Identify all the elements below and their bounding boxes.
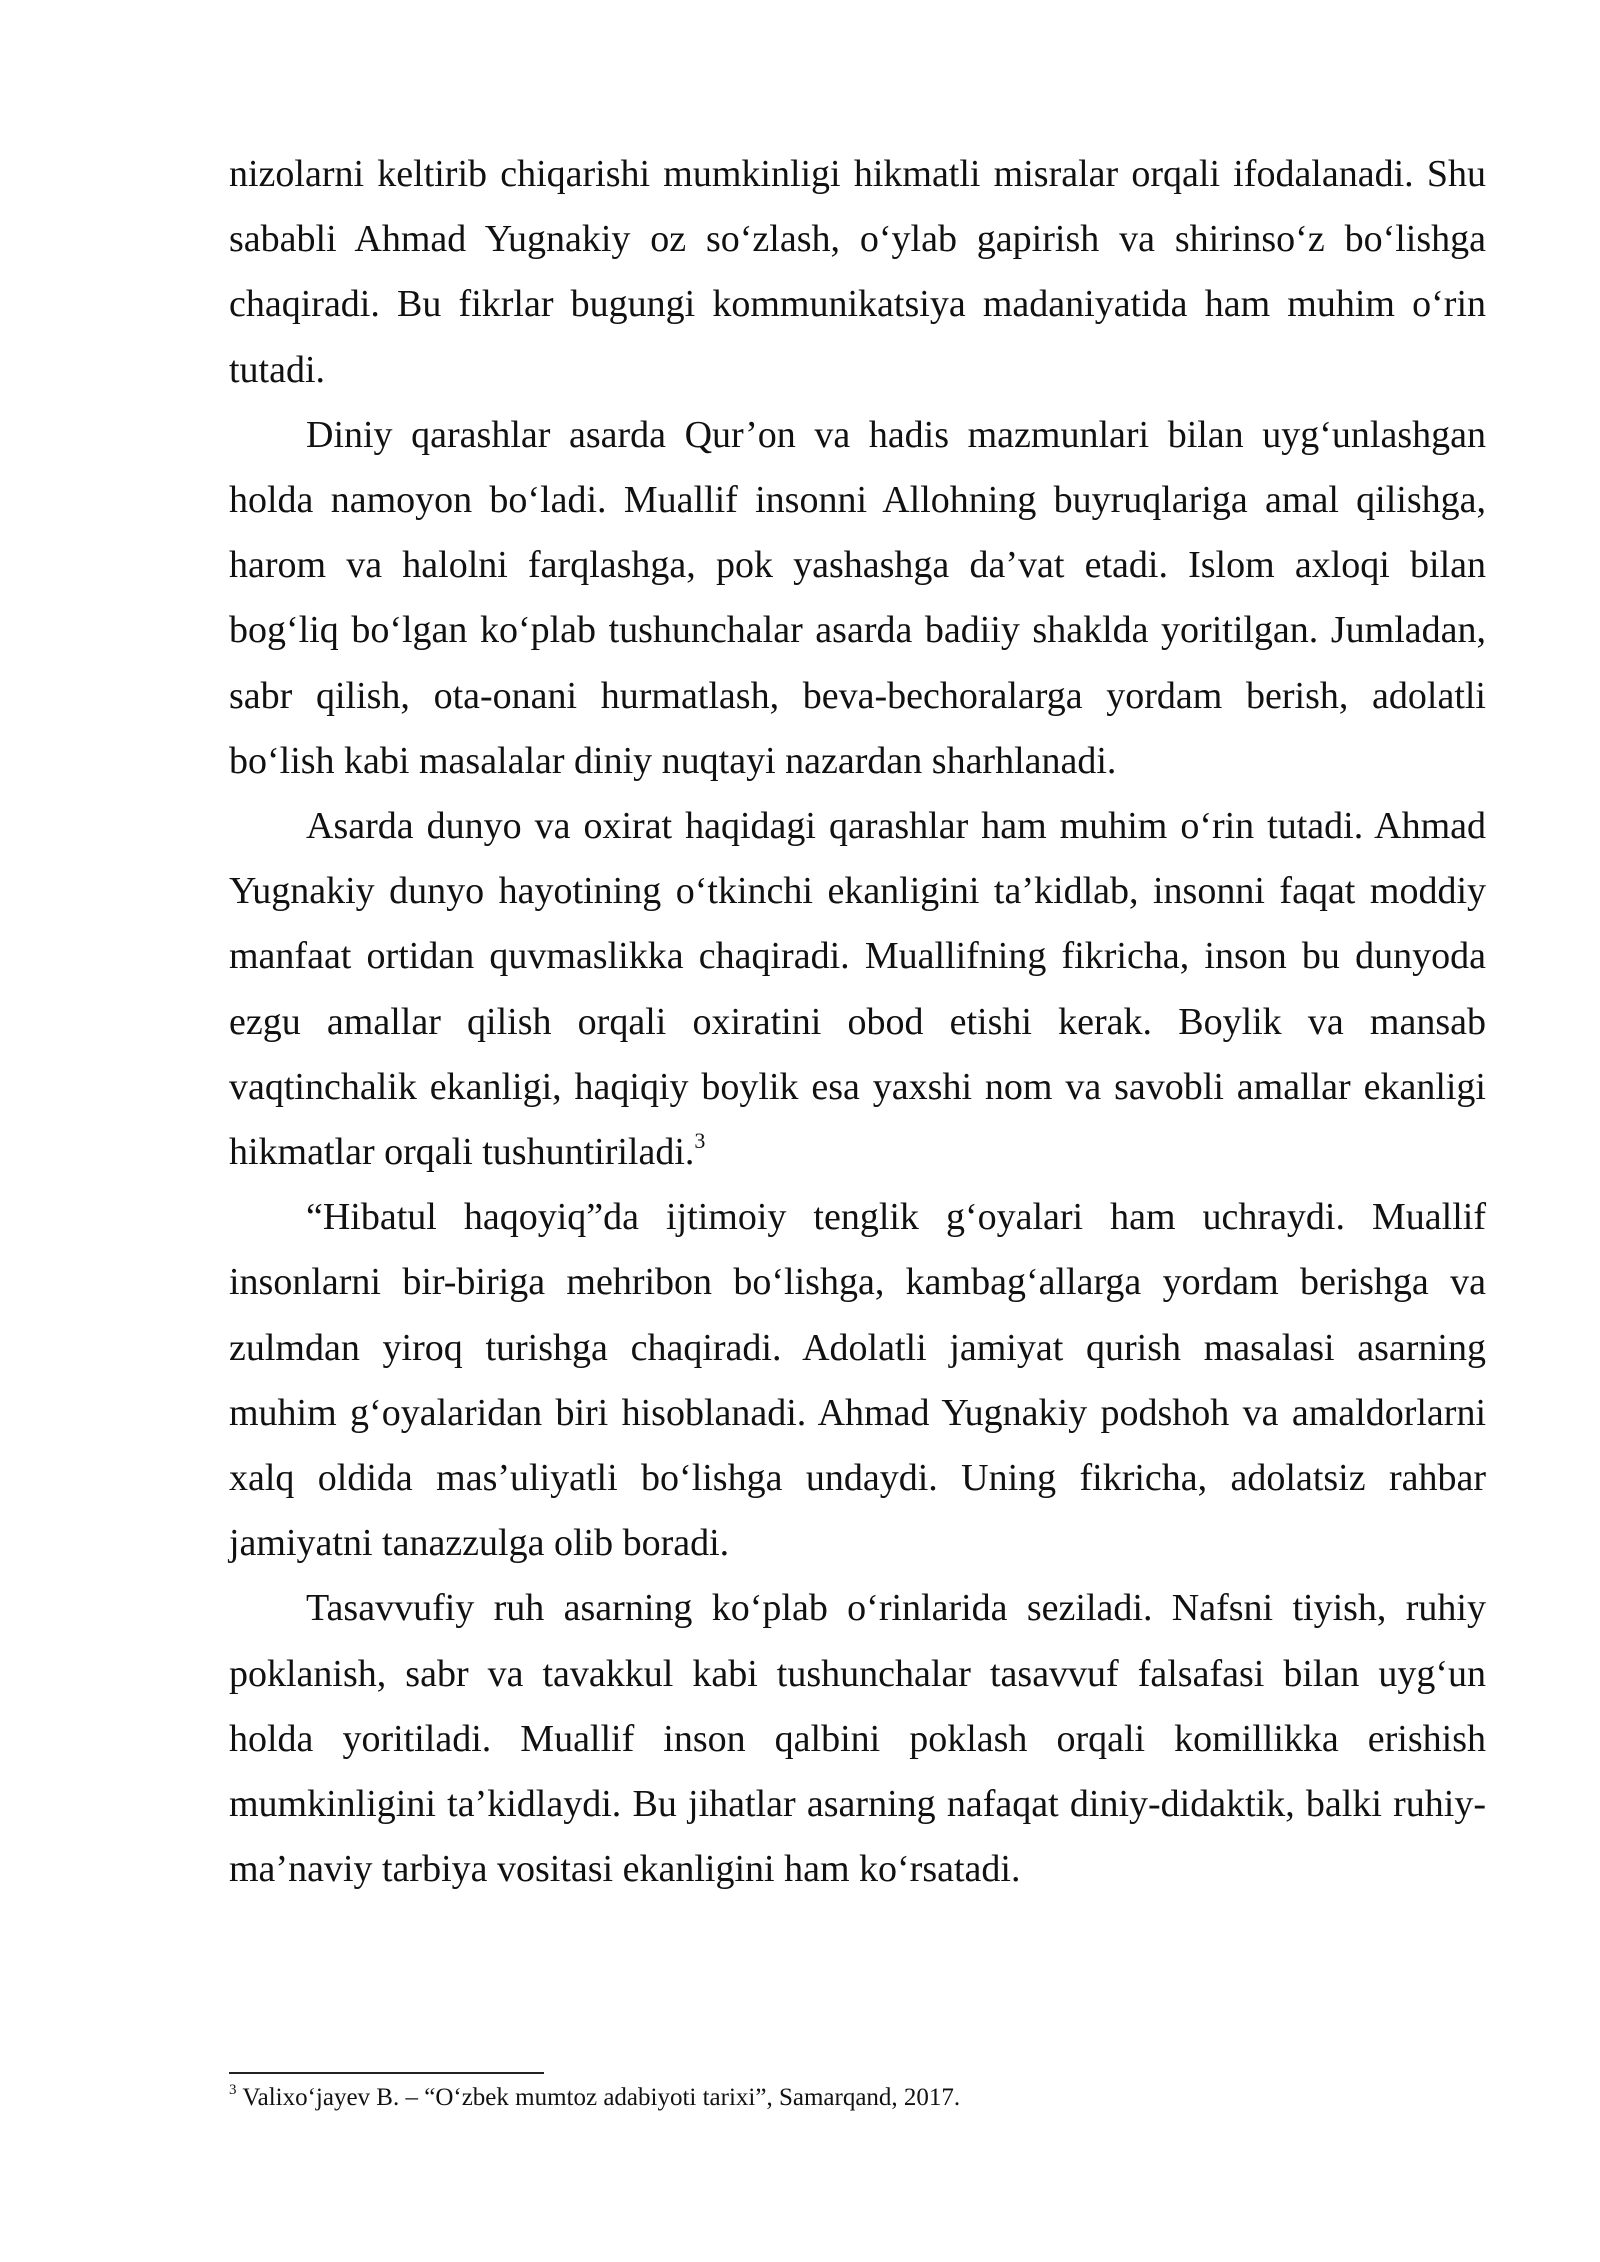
footnote-reference[interactable]: 3: [694, 1128, 706, 1154]
footnote-number: 3: [229, 2082, 237, 2098]
paragraph-4: “Hibatul haqoyiq”da ijtimoiy tenglik g‘oyalari ham uchraydi. Muallif insonlarni bir-biriga mehribon bo‘lishga, kambag‘allarga yordam berishga va zulmdan yiroq turishga chaqiradi. Adolatli jamiyat qurish masalasi asarning muhim g‘oyalaridan biri hisoblanadi. Ahmad Yugnakiy podshoh va amaldorlarni xalq oldida mas’uliyatli bo‘lishga undaydi. Uning fikricha, adolatsiz rahbar jamiyatni tanazzulga olib boradi.: [229, 1196, 1486, 1565]
paragraph-3: [229, 794, 1486, 1185]
paragraph-5: Tasavvufiy ruh asarning ko‘plab o‘rinlarida seziladi. Nafsni tiyish, ruhiy poklanish, sabr va tavakkul kabi tushunchalar tasavvuf falsafasi bilan uyg‘un holda yoritiladi. Muallif inson qalbini poklash orqali komillikka erishish mumkinligini ta’kidlaydi. Bu jihatlar asarning nafaqat diniy-didaktik, balki ruhiy-ma’naviy tarbiya vositasi ekanligini ham ko‘rsatadi.: [229, 1587, 1486, 1891]
paragraph-3-text: Asarda dunyo va oxirat haqidagi qarashlar ham muhim o‘rin tutadi. Ahmad Yugnakiy dunyo hayotining o‘tkinchi ekanligini ta’kidlab, insonni faqat moddiy manfaat ortidan quvmaslikka chaqiradi. Muallifning fikricha, inson bu dunyoda ezgu amallar qilish orqali oxiratini obod etishi kerak. Boylik va mansab vaqtinchalik ekanligi, haqiqiy boylik esa yaxshi nom va savobli amallar ekanligi hikmatlar orqali tushuntiriladi.: [229, 805, 1486, 1174]
footnote: [229, 2080, 1486, 2116]
paragraph-1: nizolarni keltirib chiqarishi mumkinligi hikmatli misralar orqali ifodalanadi. Shu sababli Ahmad Yugnakiy oz so‘zlash, o‘ylab gapirish va shirinso‘z bo‘lishga chaqiradi. Bu fikrlar bugungi kommunikatsiya madaniyatida ham muhim o‘rin tutadi.: [229, 153, 1486, 391]
footnote-separator: [229, 2072, 544, 2074]
body-text: [229, 142, 1486, 1902]
footnote-text: Valixo‘jayev B. – “O‘zbek mumtoz adabiyoti tarixi”, Samarqand, 2017.: [242, 2084, 961, 2111]
paragraph-2: Diniy qarashlar asarda Qur’on va hadis mazmunlari bilan uyg‘unlashgan holda namoyon bo‘ladi. Muallif insonni Allohning buyruqlariga amal qilishga, harom va halolni farqlashga, pok yashashga da’vat etadi. Islom axloqi bilan bog‘liq bo‘lgan ko‘plab tushunchalar asarda badiiy shaklda yoritilgan. Jumladan, sabr qilish, ota-onani hurmatlash, beva-bechoralarga yordam berish, adolatli bo‘lish kabi masalalar diniy nuqtayi nazardan sharhlanadi.: [229, 413, 1486, 782]
